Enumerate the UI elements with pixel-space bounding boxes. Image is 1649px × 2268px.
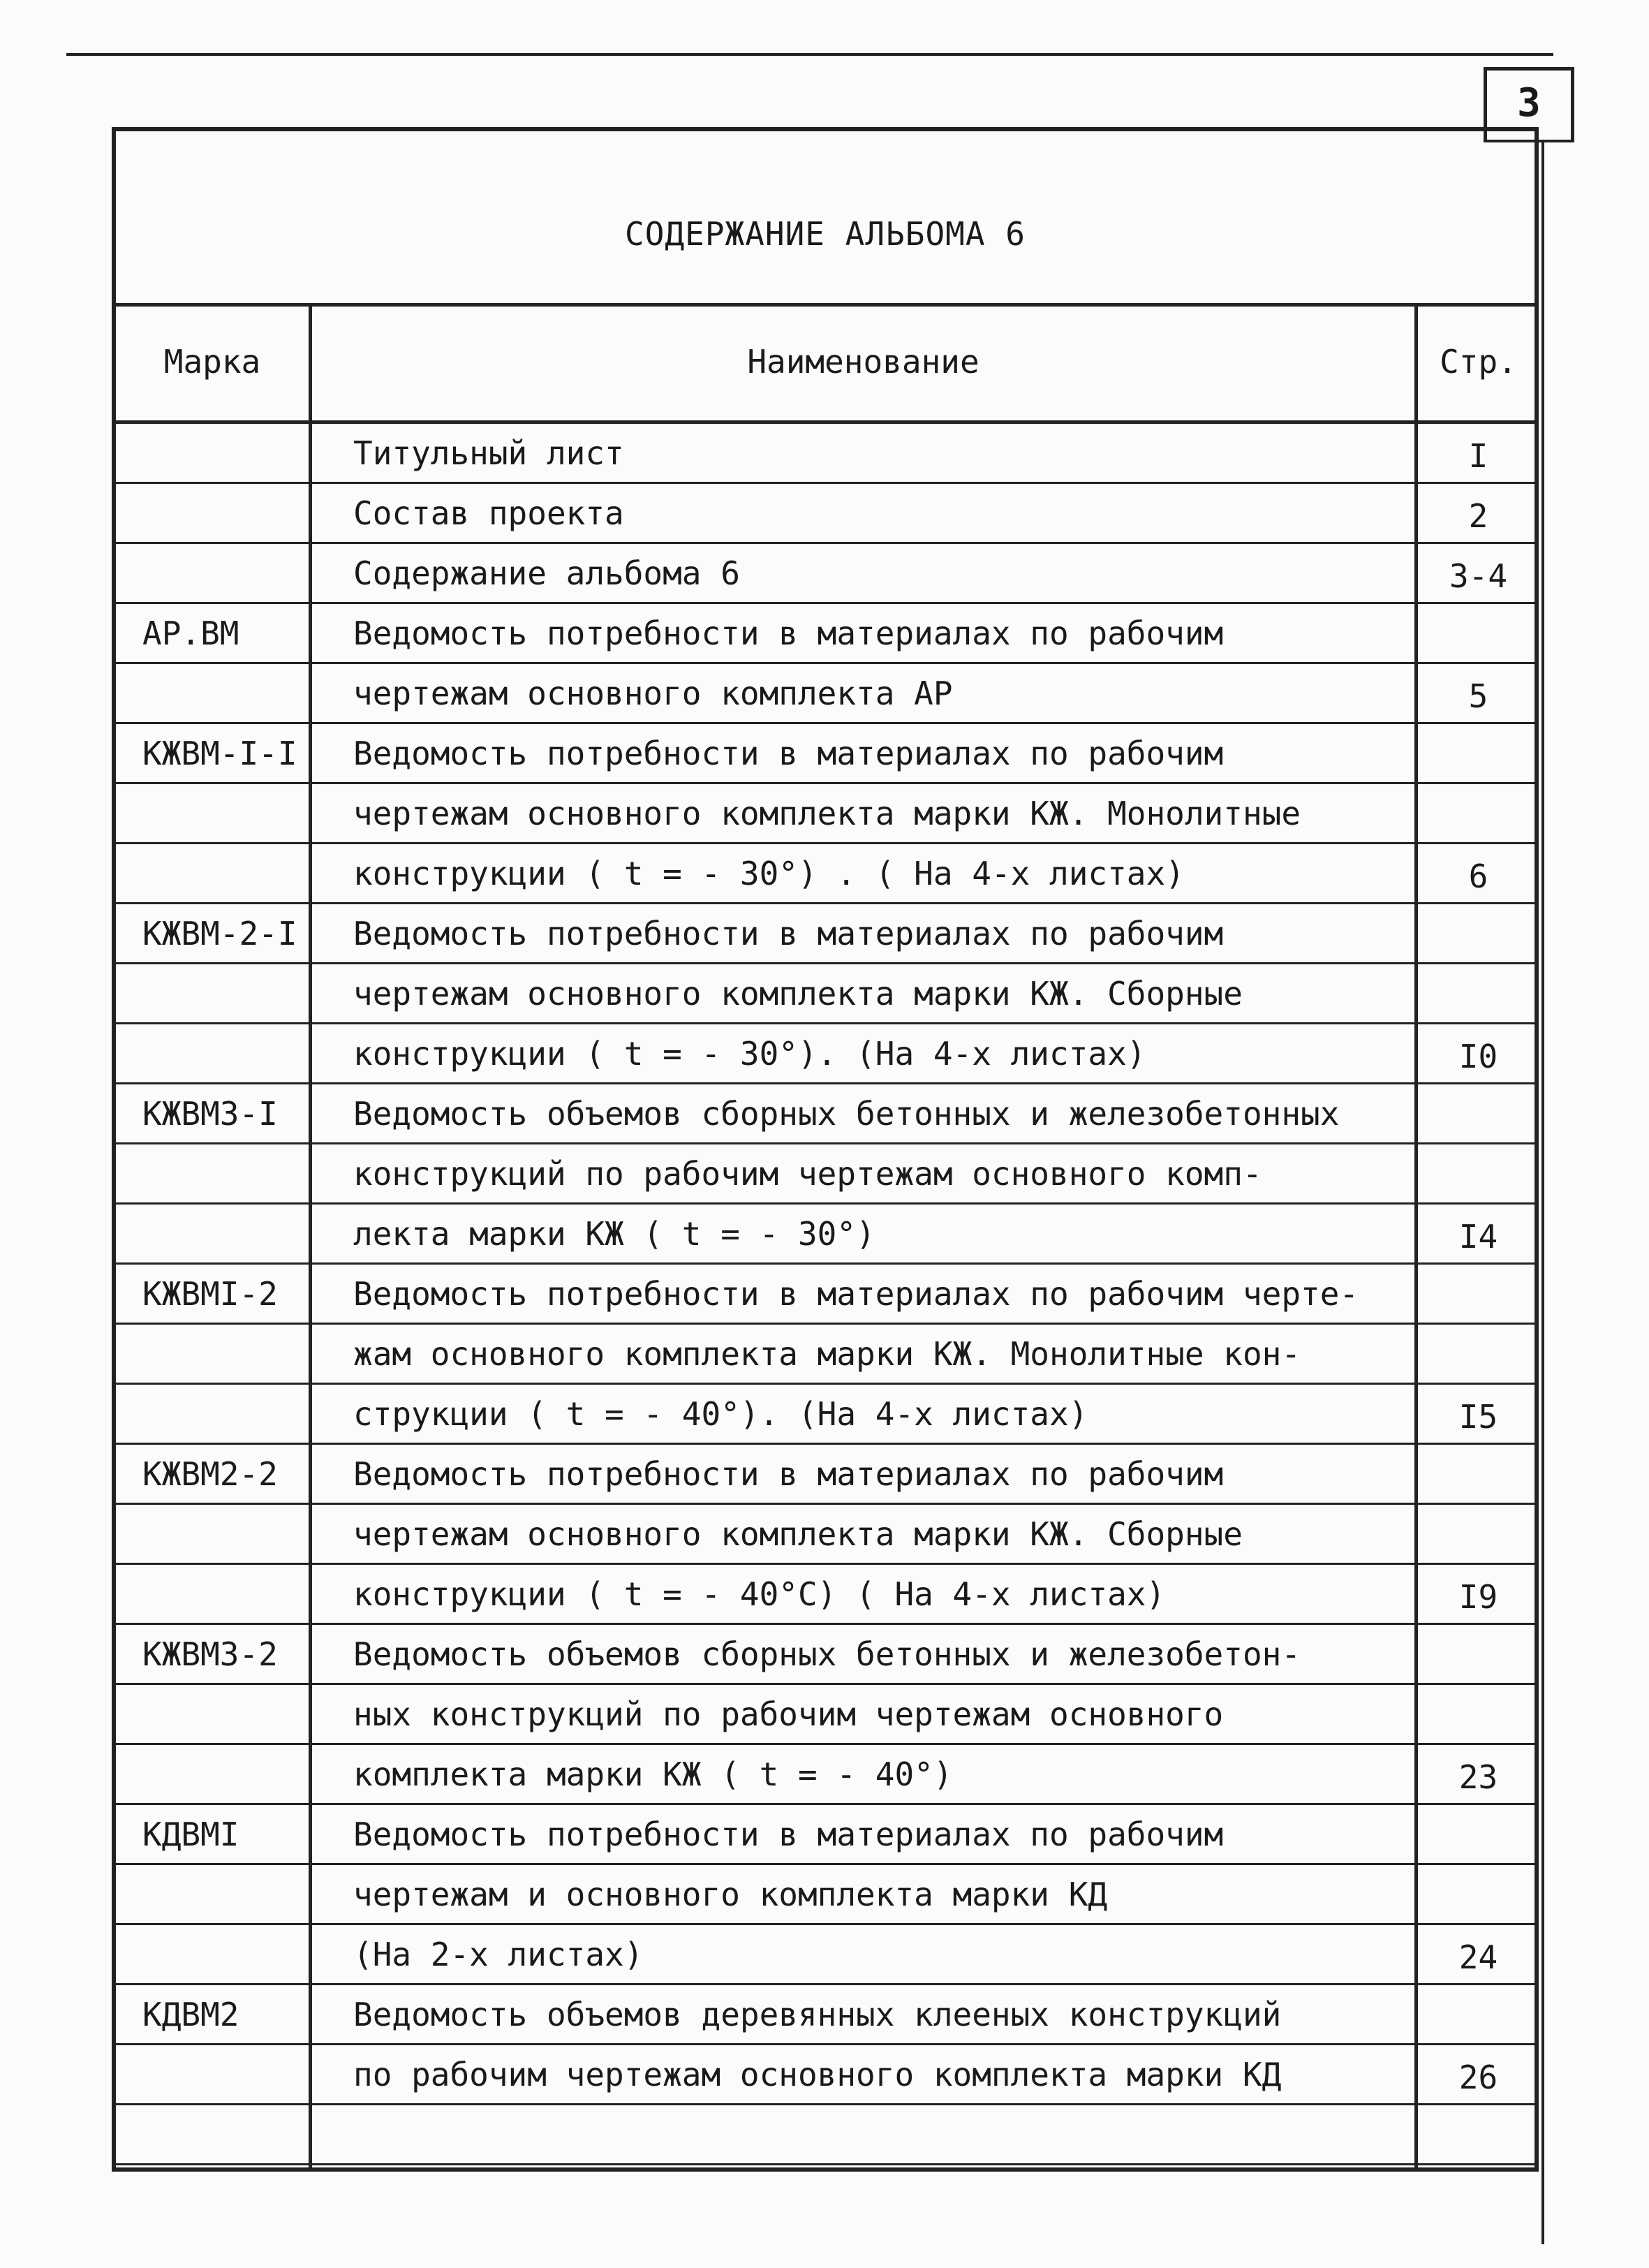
row-name: комплекта марки КЖ ( t = - 40°) <box>353 1755 953 1793</box>
table-row <box>116 784 1535 844</box>
column-header-mark: Марка <box>163 343 261 381</box>
table-row <box>116 1685 1535 1745</box>
contents-sheet <box>112 127 1539 2172</box>
column-header-name: Наименование <box>747 343 979 381</box>
row-name: Ведомость потребности в материалах по рабочим <box>353 1455 1224 1493</box>
row-name: чертежам основного комплекта АР <box>353 675 953 712</box>
row-page: 2 <box>1468 497 1488 535</box>
row-name: Ведомость потребности в материалах по рабочим <box>353 1816 1224 1853</box>
table-row <box>116 1985 1535 2045</box>
row-mark: КЖВМ-2-I <box>142 915 297 952</box>
row-page: 6 <box>1468 857 1488 895</box>
row-name: Ведомость объемов деревянных клееных конструкций <box>353 1996 1282 2033</box>
row-page: 5 <box>1468 677 1488 715</box>
table-row <box>116 424 1535 484</box>
row-name: чертежам основного комплекта марки КЖ. Сборные <box>353 975 1243 1012</box>
row-mark: КЖВМ-I-I <box>142 735 297 772</box>
row-name: конструкций по рабочим чертежам основного комп- <box>353 1155 1262 1193</box>
row-page: 24 <box>1458 1938 1498 1976</box>
column-header-page: Стр. <box>1440 343 1517 381</box>
row-page: I5 <box>1458 1398 1498 1436</box>
row-mark: КДВМ2 <box>142 1996 239 2033</box>
row-name: по рабочим чертежам основного комплекта марки КД <box>353 2056 1282 2093</box>
row-name: лекта марки КЖ ( t = - 30°) <box>353 1215 875 1253</box>
table-row <box>116 1325 1535 1385</box>
row-name: чертежам основного комплекта марки КЖ. Монолитные <box>353 795 1301 832</box>
row-page: 26 <box>1458 2059 1498 2096</box>
row-name: чертежам основного комплекта марки КЖ. Сборные <box>353 1515 1243 1553</box>
row-page: 23 <box>1458 1758 1498 1796</box>
table-row <box>116 1445 1535 1505</box>
table-row <box>116 1565 1535 1625</box>
row-name: Ведомость объемов сборных бетонных и железобетонных <box>353 1095 1340 1133</box>
table-row <box>116 724 1535 784</box>
row-name: Состав проекта <box>353 494 624 532</box>
table-row <box>116 484 1535 544</box>
row-name: чертежам и основного комплекта марки КД <box>353 1876 1108 1913</box>
row-mark: КЖВМI-2 <box>142 1275 278 1313</box>
row-name: Титульный лист <box>353 434 624 472</box>
row-name: конструкции ( t = - 30°) . ( На 4-х листах) <box>353 855 1185 892</box>
row-page: I0 <box>1458 1038 1498 1075</box>
top-rule <box>66 53 1553 56</box>
row-name: струкции ( t = - 40°). (На 4-х листах) <box>353 1395 1088 1433</box>
row-name: Ведомость объемов сборных бетонных и железобетон- <box>353 1635 1301 1673</box>
table-row <box>116 1745 1535 1805</box>
row-mark: КЖВМ3-I <box>142 1095 278 1133</box>
table-row <box>116 1925 1535 1985</box>
table-row <box>116 1265 1535 1325</box>
table-row <box>116 2105 1535 2165</box>
table-row <box>116 2045 1535 2105</box>
table-row <box>116 1505 1535 1565</box>
page-number: 3 <box>1517 80 1541 126</box>
row-name: конструкции ( t = - 30°). (На 4-х листах) <box>353 1035 1146 1073</box>
row-name: ных конструкций по рабочим чертежам основного <box>353 1695 1224 1733</box>
table-row <box>116 1805 1535 1865</box>
row-name: Ведомость потребности в материалах по рабочим черте- <box>353 1275 1359 1313</box>
table-row <box>116 1144 1535 1205</box>
row-mark: КЖВМ3-2 <box>142 1635 278 1673</box>
table-row <box>116 544 1535 604</box>
row-name: жам основного комплекта марки КЖ. Монолитные кон- <box>353 1335 1301 1373</box>
album-title: СОДЕРЖАНИЕ АЛЬБОМА 6 <box>625 215 1026 253</box>
table-row <box>116 604 1535 664</box>
frame-right-line <box>1541 142 1544 2244</box>
table-row <box>116 1385 1535 1445</box>
table-row <box>116 844 1535 904</box>
table-row <box>116 964 1535 1024</box>
table-row <box>116 1625 1535 1685</box>
table-row <box>116 904 1535 964</box>
row-mark: КДВМI <box>142 1816 239 1853</box>
row-page: 3-4 <box>1449 557 1508 595</box>
table-row <box>116 664 1535 724</box>
row-mark: АР.ВМ <box>142 614 239 652</box>
row-name: конструкции ( t = - 40°С) ( На 4-х листах) <box>353 1575 1166 1613</box>
row-name: (На 2-х листах) <box>353 1936 644 1973</box>
row-name: Ведомость потребности в материалах по рабочим <box>353 915 1224 952</box>
row-page: I4 <box>1458 1218 1498 1256</box>
table-row <box>116 1024 1535 1084</box>
table-row <box>116 1205 1535 1265</box>
row-name: Ведомость потребности в материалах по рабочим <box>353 735 1224 772</box>
table-row <box>116 1865 1535 1925</box>
row-page: I9 <box>1458 1578 1498 1616</box>
contents-table-body <box>116 424 1535 2165</box>
row-name: Содержание альбома 6 <box>353 554 740 592</box>
row-name: Ведомость потребности в материалах по рабочим <box>353 614 1224 652</box>
table-row <box>116 1084 1535 1144</box>
row-mark: КЖВМ2-2 <box>142 1455 278 1493</box>
row-page: I <box>1468 437 1488 475</box>
